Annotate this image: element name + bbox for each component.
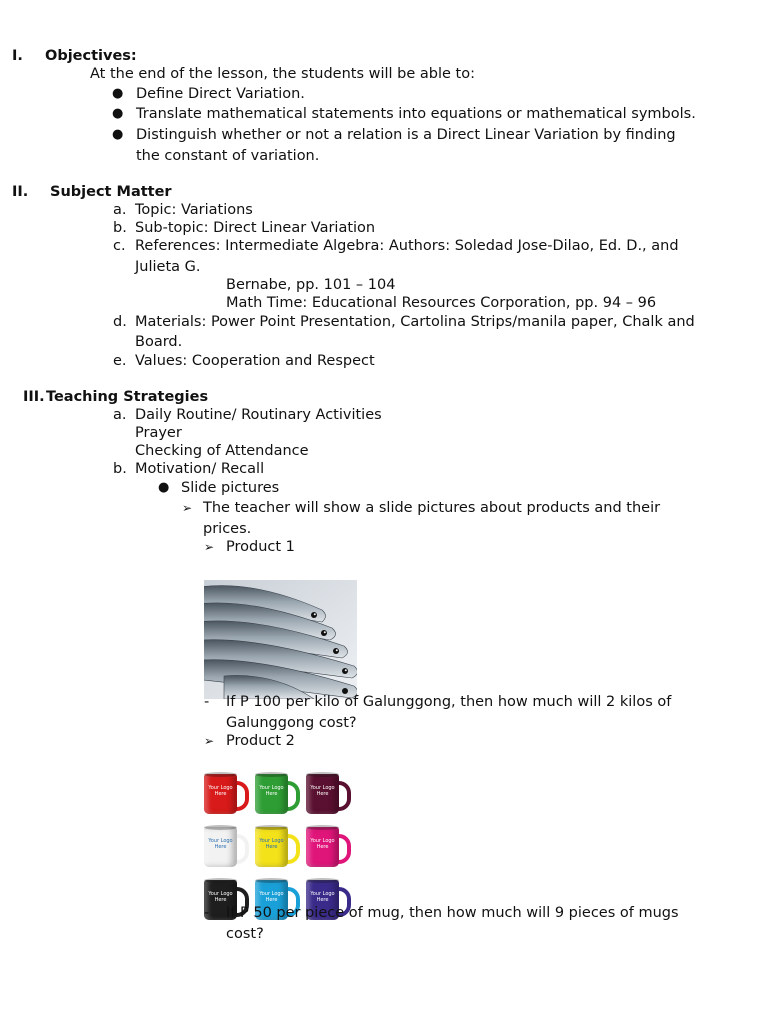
mug-rim	[255, 772, 288, 777]
materials-item: Materials: Power Point Presentation, Cartolina Strips/manila paper, Chalk and	[135, 314, 695, 330]
routine-item: Daily Routine/ Routinary Activities	[135, 407, 382, 423]
dash-bullet: -	[204, 905, 210, 921]
mug-logo-text: Your Logo Here	[208, 891, 233, 903]
mug	[306, 772, 350, 816]
references-continued: Bernabe, pp. 101 – 104	[226, 277, 396, 293]
mug-logo-text: Your Logo Here	[310, 891, 335, 903]
mug-rim	[255, 878, 288, 883]
slide-pictures-item: Slide pictures	[181, 480, 280, 496]
galunggong-fish-image	[204, 580, 357, 699]
motivation-item: Motivation/ Recall	[135, 461, 265, 477]
mug-logo-text: Your Logo Here	[310, 838, 335, 850]
mug	[204, 825, 248, 869]
list-marker: a.	[113, 407, 127, 423]
materials-continued: Board.	[135, 334, 183, 350]
mug	[306, 825, 350, 869]
values-item: Values: Cooperation and Respect	[135, 353, 375, 369]
objectives-heading: Objectives:	[45, 48, 137, 64]
question-1-continued: Galunggong cost?	[226, 715, 357, 731]
objective-item: Distinguish whether or not a relation is a Direct Linear Variation by finding	[136, 127, 676, 143]
arrow-bullet-icon: ➢	[204, 540, 215, 554]
bullet-glyph: ●	[112, 106, 124, 121]
bullet-glyph: ●	[112, 86, 124, 101]
references-item: References: Intermediate Algebra: Authors: Soledad Jose-Dilao, Ed. D., and	[135, 238, 679, 254]
mug-logo-text: Your Logo Here	[310, 785, 335, 797]
subtopic-item: Sub-topic: Direct Linear Variation	[135, 220, 376, 236]
attendance-item: Checking of Attendance	[135, 443, 309, 459]
objective-item: Define Direct Variation.	[136, 86, 305, 102]
mug-logo-text: Your Logo Here	[259, 785, 284, 797]
mug	[255, 772, 299, 816]
section-numeral-2: II.	[12, 184, 29, 200]
mug-rim	[255, 825, 288, 830]
objectives-intro: At the end of the lesson, the students will be able to:	[90, 66, 475, 82]
mug-rim	[306, 878, 339, 883]
list-marker: a.	[113, 202, 127, 218]
mug	[204, 772, 248, 816]
galunggong-fish-image-svg	[204, 580, 357, 699]
dash-bullet: -	[204, 694, 210, 710]
subject-matter-heading: Subject Matter	[50, 184, 172, 200]
section-numeral-3: III.	[23, 389, 45, 405]
teacher-instruction: The teacher will show a slide pictures about products and their	[203, 500, 661, 516]
product-2-label: Product 2	[226, 733, 295, 749]
teaching-strategies-heading: Teaching Strategies	[46, 389, 209, 405]
mug	[255, 825, 299, 869]
section-numeral-1: I.	[12, 48, 23, 64]
mug-rim	[306, 825, 339, 830]
topic-item: Topic: Variations	[135, 202, 253, 218]
bullet-glyph: ●	[158, 480, 170, 495]
list-marker: d.	[113, 314, 127, 330]
mug-logo-text: Your Logo Here	[259, 891, 284, 903]
arrow-bullet-icon: ➢	[182, 501, 193, 515]
arrow-bullet-icon: ➢	[204, 734, 215, 748]
mug-rim	[204, 772, 237, 777]
product-1-label: Product 1	[226, 539, 295, 555]
references-continued: Math Time: Educational Resources Corporation, pp. 94 – 96	[226, 295, 657, 311]
question-2: If P 50 per piece of mug, then how much will 9 pieces of mugs	[226, 905, 679, 921]
list-marker: b.	[113, 220, 127, 236]
list-marker: c.	[113, 238, 126, 254]
objective-item: Translate mathematical statements into equations or mathematical symbols.	[136, 106, 696, 122]
mug-rim	[204, 878, 237, 883]
prayer-item: Prayer	[135, 425, 182, 441]
mug-rim	[306, 772, 339, 777]
mug-logo-text: Your Logo Here	[259, 838, 284, 850]
bullet-glyph: ●	[112, 127, 124, 142]
references-continued: Julieta G.	[135, 259, 201, 275]
mug-rim	[204, 825, 237, 830]
question-2-continued: cost?	[226, 926, 264, 942]
mug-logo-text: Your Logo Here	[208, 785, 233, 797]
list-marker: b.	[113, 461, 127, 477]
teacher-instruction-continued: prices.	[203, 521, 252, 537]
objective-item-continued: the constant of variation.	[136, 148, 320, 164]
list-marker: e.	[113, 353, 127, 369]
mug-logo-text: Your Logo Here	[208, 838, 233, 850]
question-1: If P 100 per kilo of Galunggong, then how much will 2 kilos of	[226, 694, 672, 710]
